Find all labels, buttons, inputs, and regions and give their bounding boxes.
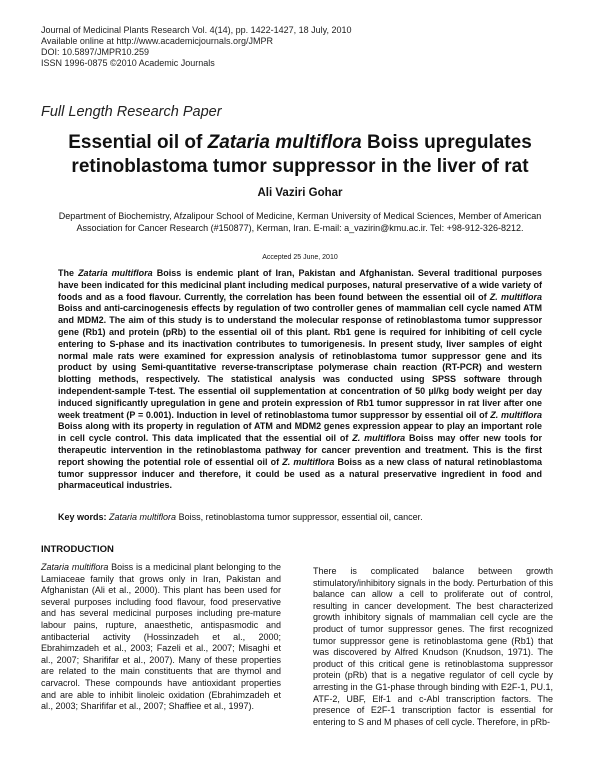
abstract	[58, 268, 542, 492]
journal-metadata	[41, 25, 352, 69]
abstract-species: Z. multiflora	[352, 433, 406, 444]
introduction-heading: INTRODUCTION	[41, 544, 114, 555]
title-species: Zataria multiflora	[207, 132, 362, 153]
keywords-list: Boiss, retinoblastoma tumor suppressor, essential oil, cancer.	[176, 512, 423, 522]
journal-issn: ISSN 1996-0875 ©2010 Academic Journals	[41, 58, 215, 68]
abstract-text: Boiss and anti-carcinogenesis effects by regulation of two controller genes of mammalian cell cycle named ATM and MDM2. The aim of this study is to understand the molecular response of retinoblastoma tumor suppressor gene (Rb1) and protein (pRb) to the essential oil of this plant. Rb1 gene is required for inhibiting of cell cycle entering to S-phase and its inactivation contributes to tumorigenesis. In present study, liver samples of eight normal male rats were examined for expression analysis of retinoblastoma tumor suppressor gene and its product by using Semi-quantitative reverse-transcriptase polymerase chain reaction (RT-PCR) and western blotting methods, respectively. The statistical analysis was conducted using SPSS software through independent-sample T-test. The essential oil supplementation at concentration of 50 µl/kg body weight per day induced significantly upregulation in gene and protein expression of Rb1 tumor suppressor in rat liver after one week treatment (P = 0.001). Induction in level of retinoblastoma tumor suppressor by essential oil of	[58, 303, 542, 420]
journal-citation: Journal of Medicinal Plants Research Vol. 4(14), pp. 1422-1427, 18 July, 2010	[41, 25, 352, 35]
abstract-species: Z. multiflora	[489, 291, 542, 302]
intro-left-text: Boiss is a medicinal plant belonging to the Lamiaceae family that grows only in Iran, Pakistan and Afghanistan (Ali et al., 2000). This plant has been used for several purposes including food flavour, food preservative and has several medicinal purposes including pre-mature labour pains, rupture, anaesthetic, antispasmodic and antibacterial activity (Hossinzadeh et al., 2000; Ebrahimzadeh et al., 2003; Fazeli et al., 2007; Misaghi et al., 2007; Sharififar et al., 2007). Many of these properties are related to the main constituents that are thymol and carvacrol. These compounds have antioxidant properties and are able to inhibit linoleic oxidation (Ebrahimzadeh et al., 2003; Sharififar et al., 2007; Shaffiee et al., 1997).	[41, 562, 281, 712]
intro-species: Zataria multiflora	[41, 562, 109, 572]
abstract-species: Z. multiflora	[490, 409, 542, 420]
author-affiliation: Department of Biochemistry, Afzalipour School of Medicine, Kerman University of Medical Sciences, Member of American Association for Cancer Research (#150877), Kerman, Iran. E-mail: a_vazirin@kmu.ac.ir. Tel: +98-912-326-8212.	[58, 211, 542, 233]
author-name: Ali Vaziri Gohar	[257, 187, 343, 199]
abstract-species: Z. multiflora	[282, 456, 335, 467]
keywords	[58, 512, 542, 522]
introduction-left-column	[41, 562, 281, 713]
journal-doi: DOI: 10.5897/JMPR10.259	[41, 47, 150, 57]
journal-url[interactable]: Available online at http://www.academicjournals.org/JMPR	[41, 36, 273, 46]
abstract-text: Boiss along with its property in regulation of ATM and MDM2 genes expression appear to play an important role in cell cycle control. This data implicated that the essential oil of	[58, 421, 542, 444]
title-part-2: Boiss upregulates retinoblastoma tumor suppressor in the liver of rat	[71, 132, 532, 177]
keywords-label: Key words:	[58, 512, 107, 522]
paper-title	[30, 131, 570, 179]
abstract-text: Boiss may offer new tools for therapeutic intervention in the retinoblastoma pathway for cancer prevention and treatment. This is the first report showing the potential role of essential oil of	[58, 433, 542, 467]
abstract-text: Boiss is endemic plant of Iran, Pakistan and Afghanistan. Several traditional purposes have been indicated for this medicinal plant including medical purposes, natural preservative of a wide variety of foods and as a food flavour. Currently, the correlation has been found between the essential oil of	[58, 268, 543, 302]
article-type: Full Length Research Paper	[41, 104, 222, 120]
title-part-1: Essential oil of	[68, 132, 208, 153]
keywords-species: Zataria multiflora	[109, 512, 177, 522]
accepted-date: Accepted 25 June, 2010	[262, 254, 338, 261]
abstract-text: Boiss as a new class of natural retinoblastoma tumor suppressor inducer and therefore, it could be used as a natural preservative ingredient in food and pharmaceutical industries.	[58, 456, 542, 491]
abstract-species: Zataria multiflora	[78, 268, 153, 278]
introduction-right-column: There is complicated balance between growth stimulatory/inhibitory signals in the body. Perturbation of this balance can allow a cell to proliferate out of control, resulting in cancer development. The best characterized growth inhibitory signals of mammalian cell cycle are the product of tumor suppressor genes. The first recognized tumor suppressor gene is retinoblastoma gene (Rb1) that was discovered by Alfred Knudson (Knudson, 1971). The product of this critical gene is retinoblastoma suppressor protein (pRb) that is a negative regulator of cell cycle by arresting in the G1-phase through binding with E2F-1, PU.1, ATF-2, UBF, Elf-1 and c-Abl transcription factors. The presence of E2F-1 transcription factor is essential for entering to S and M phases of cell cycle. Therefore, in pRb-	[313, 566, 553, 727]
abstract-text: The	[58, 268, 79, 278]
